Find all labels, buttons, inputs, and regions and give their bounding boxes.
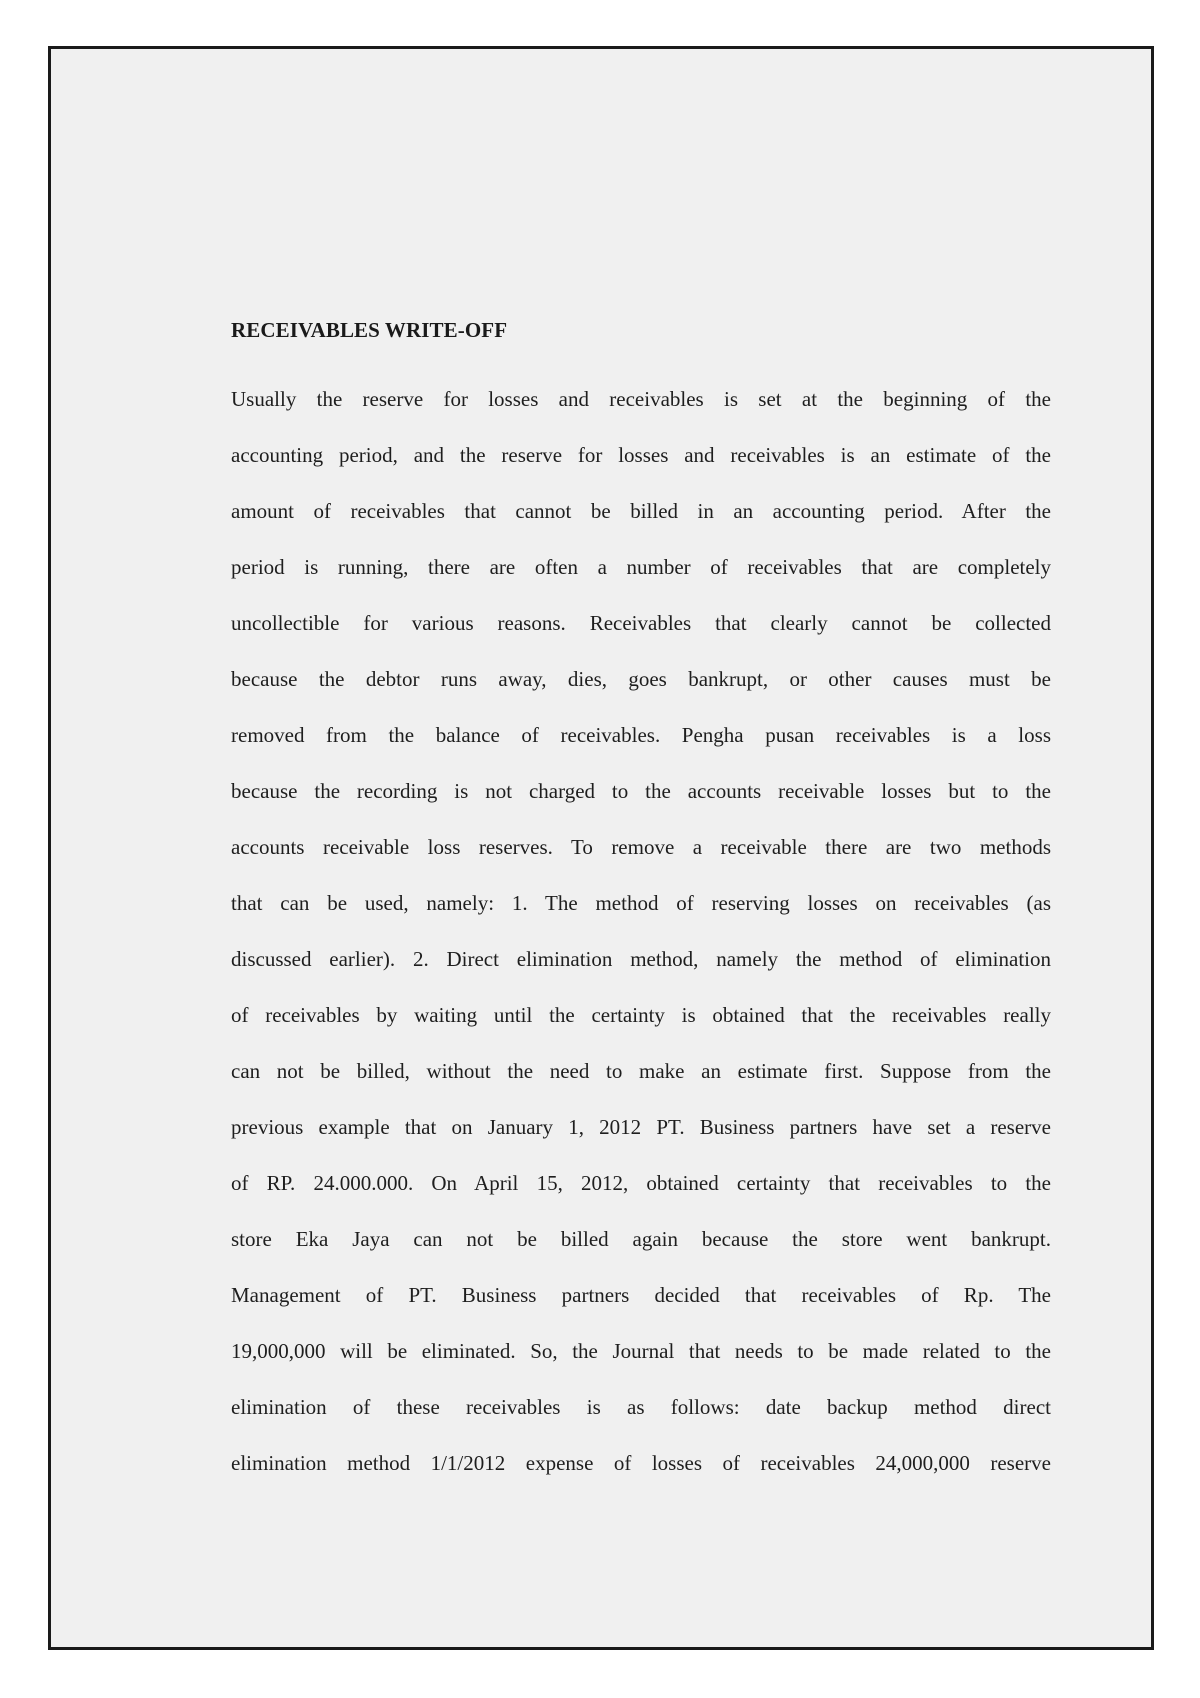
paragraph-line: because the debtor runs away, dies, goes bankrupt, or other causes must be <box>231 667 1051 691</box>
paragraph-line: that can be used, namely: 1. The method of reserving losses on receivables (as <box>231 891 1051 915</box>
paragraph-line: Usually the reserve for losses and receivables is set at the beginning of the <box>231 387 1051 411</box>
paragraph-line: store Eka Jaya can not be billed again because the store went bankrupt. <box>231 1227 1051 1251</box>
body-paragraph <box>231 371 1051 1491</box>
paragraph-line: discussed earlier). 2. Direct elimination method, namely the method of elimination <box>231 947 1051 971</box>
document-page <box>48 46 1154 1650</box>
paragraph-line: period is running, there are often a number of receivables that are completely <box>231 555 1051 579</box>
paragraph-line: elimination method 1/1/2012 expense of losses of receivables 24,000,000 reserve <box>231 1451 1051 1475</box>
paragraph-line: because the recording is not charged to the accounts receivable losses but to the <box>231 779 1051 803</box>
paragraph-line: Management of PT. Business partners decided that receivables of Rp. The <box>231 1283 1051 1307</box>
document-body <box>231 316 1051 1491</box>
paragraph-line: can not be billed, without the need to make an estimate first. Suppose from the <box>231 1059 1051 1083</box>
paragraph-line: elimination of these receivables is as follows: date backup method direct <box>231 1395 1051 1419</box>
paragraph-line: accounts receivable loss reserves. To remove a receivable there are two methods <box>231 835 1051 859</box>
paragraph-line: 19,000,000 will be eliminated. So, the Journal that needs to be made related to the <box>231 1339 1051 1363</box>
paragraph-line: of receivables by waiting until the certainty is obtained that the receivables really <box>231 1003 1051 1027</box>
paragraph-line: accounting period, and the reserve for losses and receivables is an estimate of the <box>231 443 1051 467</box>
paragraph-line: previous example that on January 1, 2012 PT. Business partners have set a reserve <box>231 1115 1051 1139</box>
paragraph-line: amount of receivables that cannot be billed in an accounting period. After the <box>231 499 1051 523</box>
paragraph-line: of RP. 24.000.000. On April 15, 2012, obtained certainty that receivables to the <box>231 1171 1051 1195</box>
document-title: RECEIVABLES WRITE-OFF <box>231 318 508 342</box>
paragraph-line: removed from the balance of receivables. Pengha pusan receivables is a loss <box>231 723 1051 747</box>
paragraph-line: uncollectible for various reasons. Receivables that clearly cannot be collected <box>231 611 1051 635</box>
